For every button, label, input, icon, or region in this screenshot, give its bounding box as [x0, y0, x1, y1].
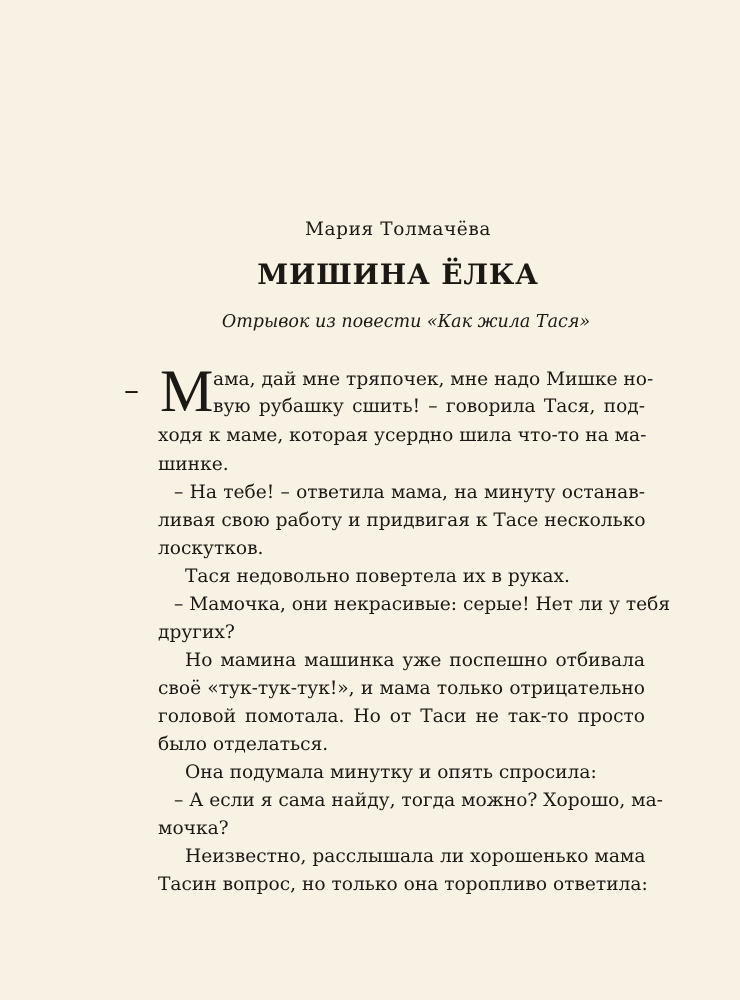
text-line: вую рубашку сшить! – говорила Тася, под- [213, 396, 645, 417]
story-title: МИШИНА ЁЛКА [257, 258, 539, 291]
opening-dash: – [124, 373, 139, 408]
text-line: лоскутков. [158, 538, 264, 559]
text-line: Тасин вопрос, но только она торопливо ответила: [158, 874, 648, 895]
text-line: шинке. [158, 454, 229, 475]
text-line: Но мамина машинка уже поспешно отбивала [185, 650, 645, 671]
text-line: ходя к маме, которая усердно шила что-то на ма- [158, 425, 647, 446]
text-line: – На тебе! – ответила мама, на минуту останав- [174, 482, 645, 503]
text-line: Неизвестно, расслышала ли хорошенько мама [185, 846, 646, 867]
author-name: Мария Толмачёва [305, 219, 491, 240]
text-line: Тася недовольно повертела их в руках. [185, 566, 570, 587]
text-line: Она подумала минутку и опять спросила: [185, 762, 597, 783]
text-line: своё «тук-тук-тук!», и мама только отрицательно [158, 678, 645, 699]
text-line: других? [158, 622, 235, 643]
text-line: головой помотала. Но от Таси не так-то просто [158, 706, 645, 727]
drop-cap: М [160, 358, 214, 424]
text-line: – А если я сама найду, тогда можно? Хорошо, ма- [174, 790, 663, 811]
story-subtitle: Отрывок из повести «Как жила Тася» [221, 312, 591, 332]
text-line: ливая свою работу и придвигая к Тасе несколько [158, 510, 646, 531]
text-line: было отделаться. [158, 734, 329, 755]
text-line: – Мамочка, они некрасивые: серые! Нет ли у тебя [174, 594, 671, 615]
text-line: ама, дай мне тряпочек, мне надо Мишке но- [213, 369, 654, 390]
text-line: мочка? [158, 818, 229, 839]
